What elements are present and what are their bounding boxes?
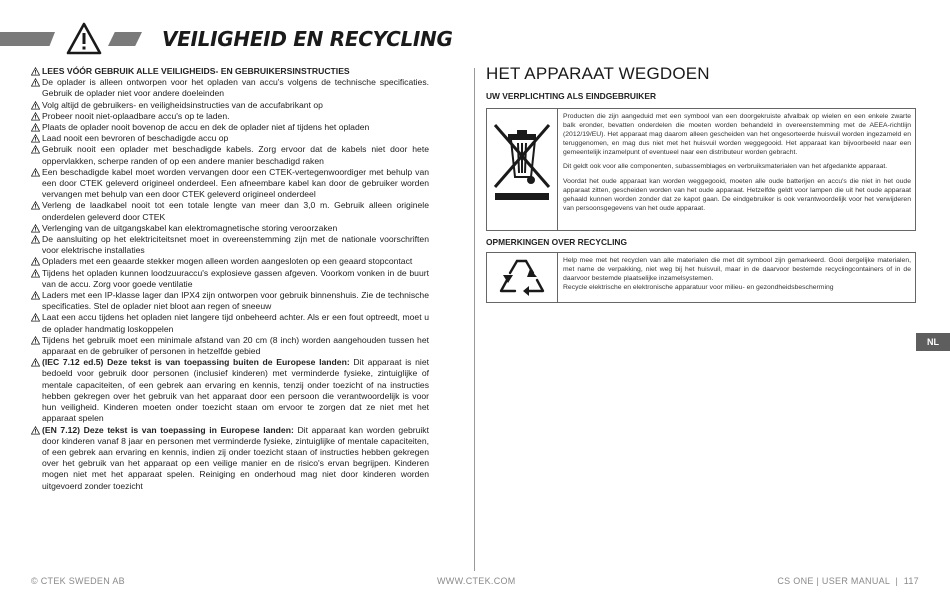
- language-tab: NL: [916, 333, 950, 351]
- warning-triangle-icon: [31, 313, 40, 322]
- header-bar-left: [0, 32, 55, 46]
- safety-item: [31, 357, 429, 424]
- warning-triangle-icon: [31, 224, 40, 233]
- header-bar-right: [108, 32, 142, 46]
- weee-symbol-cell: [487, 109, 558, 230]
- safety-item-text: Opladers met een geaarde stekker mogen alleen worden aangesloten op een geaard stopcontact: [42, 256, 413, 267]
- safety-item: [31, 100, 429, 111]
- footer-manual-page: CS ONE | USER MANUAL | 117: [777, 576, 919, 586]
- safety-item: [31, 111, 429, 122]
- safety-item-text: Verleng de laadkabel nooit tot een totale lengte van meer dan 3,0 m. Gebruik alleen originele onderdelen geleverd door CTEK: [42, 200, 429, 222]
- safety-item: [31, 290, 429, 312]
- page-title: VEILIGHEID EN RECYCLING: [162, 27, 453, 51]
- warning-triangle-icon: [31, 269, 40, 278]
- weee-paragraph-1: Producten die zijn aangeduid met een symbool van een doorgekruiste afvalbak op wielen en een enkele zwarte balk eronder, bevatten onderdelen die moeten worden behandeld in overeenstemming met de AEEA-richtlijn (2012/19/EU). Het apparaat mag daarom alleen gescheiden van het ongesorteerde huisvuil worden ingezameld en teruggenomen, en mag dus niet met het huisvuil worden weggegooid. Het apparaat kan bijvoorbeeld naar een gemeentelijk inzamelpunt of eventueel naar een distributeur worden gebracht.: [563, 113, 911, 157]
- end-user-obligation-heading: UW VERPLICHTING ALS EINDGEBRUIKER: [486, 91, 656, 101]
- safety-item: [31, 256, 429, 267]
- safety-item-text: Laat een accu tijdens het opladen niet langere tijd onbeheerd achter. Als er een fout optreedt, moet u de oplader handmatig loskoppelen: [42, 312, 429, 334]
- safety-item-text: Gebruik nooit een oplader met beschadigde kabels. Zorg ervoor dat de kabels niet door hete oppervlakken, scherpe randen of op een andere manier beschadigd raken: [42, 144, 429, 166]
- safety-item: [31, 144, 429, 166]
- safety-item: [31, 312, 429, 334]
- safety-item-bold: LEES VÓÓR GEBRUIK ALLE VEILIGHEIDS- EN GEBRUIKERSINSTRUCTIES: [42, 66, 350, 76]
- recycling-symbol-cell: [487, 253, 558, 302]
- safety-item: [31, 200, 429, 222]
- warning-triangle-icon: [31, 201, 40, 210]
- safety-item-text: De oplader is alleen ontworpen voor het opladen van accu's volgens de technische specificaties. Gebruik de oplader niet voor andere doeleinden: [42, 77, 429, 99]
- weee-paragraph-3: Voordat het oude apparaat kan worden weggegooid, moeten alle oude batterijen en accu's die niet in het oude apparaat zitten, gescheiden worden van het oude apparaat. Hetzelfde geldt voor lampen die uit het oude apparaat gehaald kunnen worden zonder dat ze kapot gaan. De eindgebruiker is ook verantwoordelijk voor het verwijderen van persoonsgegevens van het oude apparaat.: [563, 177, 911, 212]
- safety-item: [31, 223, 429, 234]
- warning-triangle-icon: [31, 426, 40, 435]
- safety-item-text: Dit apparaat is niet bedoeld voor gebruik door personen (inclusief kinderen) met verminderde fysieke, zintuiglijke of mentale capaciteiten, of een gebrek aan ervaring en kennis, tenzij onder toezicht of na instructies hebben gekregen over het gebruik van het apparaat door een persoon die verantwoordelijk is voor hun veiligheid. Kinderen moeten onder toezicht staan om ervoor te zorgen dat ze niet met het apparaat spelen: [42, 357, 429, 424]
- safety-item-text: Probeer nooit niet-oplaadbare accu's op te laden.: [42, 110, 230, 121]
- weee-box: [486, 108, 916, 231]
- warning-triangle-icon: [31, 112, 40, 121]
- safety-item-text: Volg altijd de gebruikers- en veiligheidsinstructies van de accufabrikant op: [42, 99, 323, 110]
- disposal-title: HET APPARAAT WEGDOEN: [486, 64, 710, 83]
- safety-item: [31, 234, 429, 256]
- warning-triangle-icon: [31, 168, 40, 177]
- safety-item: [31, 77, 429, 99]
- warning-triangle-icon: [31, 78, 40, 87]
- warning-triangle-icon: [31, 358, 40, 367]
- warning-triangle-icon: [31, 145, 40, 154]
- safety-item-text: Verlenging van de uitgangskabel kan elektromagnetische storing veroorzaken: [42, 222, 338, 233]
- footer-website: WWW.CTEK.COM: [437, 576, 516, 586]
- recycling-text: [563, 256, 911, 292]
- safety-item-text: Tijdens het gebruik moet een minimale afstand van 20 cm (8 inch) worden aangehouden tussen het apparaat en de gebruiker of personen in hetzelfde gebied: [42, 334, 429, 357]
- safety-item-text: Laders met een IP-klasse lager dan IPX4 zijn ontworpen voor gebruik binnenshuis. Zie de technische specificaties. Stel de oplader niet bloot aan regen of sneeuw: [42, 290, 429, 312]
- warning-triangle-icon: [31, 235, 40, 244]
- column-divider: [474, 68, 475, 571]
- safety-item: [31, 335, 429, 357]
- warning-triangle-icon: [31, 257, 40, 266]
- safety-instructions-list: [31, 66, 429, 492]
- safety-item: [31, 268, 429, 290]
- safety-item-bold: (EN 7.12) Deze tekst is van toepassing in Europese landen:: [42, 424, 294, 435]
- warning-triangle-icon: [31, 291, 40, 300]
- recycle-icon: [487, 253, 557, 302]
- weee-paragraph-2: Dit geldt ook voor alle componenten, subassemblages en verbruiksmaterialen van het afgedankte apparaat.: [563, 163, 888, 171]
- safety-item-text: Tijdens het opladen kunnen loodzuuraccu's explosieve gassen afgeven. Voorkom vonken in de buurt van de accu. Zorg voor goede ventilatie: [42, 267, 429, 289]
- safety-item: [31, 122, 429, 133]
- safety-item-text: De aansluiting op het elektriciteitsnet moet in overeenstemming zijn met de nationale voorschriften voor elektrische installaties: [42, 234, 429, 256]
- safety-item: [31, 425, 429, 492]
- safety-item-text: Plaats de oplader nooit bovenop de accu en dek de oplader niet af tijdens het opladen: [42, 122, 370, 133]
- warning-triangle-icon: [31, 336, 40, 345]
- safety-item-text: Een beschadigde kabel moet worden vervangen door een CTEK-vertegenwoordiger met behulp van een door CTEK geleverd origineel onderdeel. Een afneembare kabel kan door de gebruiker worden vervangen met behulp van een door CTEK geleverd origineel onderdeel: [42, 166, 429, 200]
- safety-item-bold: (IEC 7.12 ed.5) Deze tekst is van toepassing buiten de Europese landen:: [42, 357, 350, 368]
- safety-item-text: Laad nooit een bevroren of beschadigde accu op: [42, 133, 229, 144]
- warning-icon: [66, 22, 102, 56]
- safety-item: [31, 66, 429, 77]
- recycling-paragraph-2: Recycle elektrische en elektronische apparatuur voor milieu- en gezondheidsbescherming: [563, 284, 834, 292]
- safety-item-text: Dit apparaat kan worden gebruikt door kinderen vanaf 8 jaar en personen met verminderde fysieke, zintuiglijke of mentale capaciteiten, of een gebrek aan ervaring en kennis, indien zij onder toezicht staan of instructies hebben gekregen over het gebruik van het apparaat op een veilige manier en de risico's ervan begrijpen. Kinderen mogen niet met het apparaat spelen. Reiniging en onderhoud mag niet door kinderen worden uitgevoerd zonder toezicht: [42, 424, 429, 491]
- recycling-paragraph-1: Help mee met het recyclen van alle materialen die met dit symbool zijn gemarkeerd. Gooi dergelijke materialen, met name de verpakking, niet weg bij het huisvuil, maar in de daarvoor bestemde recyclingcontainers of in de daarvoor bestemde plaatselijke inzamelsystemen.: [563, 257, 911, 283]
- recycling-notes-heading: OPMERKINGEN OVER RECYCLING: [486, 237, 627, 247]
- footer-copyright: © CTEK SWEDEN AB: [31, 576, 125, 586]
- weee-text: [563, 112, 911, 213]
- safety-item: [31, 133, 429, 144]
- warning-triangle-icon: [31, 67, 40, 76]
- warning-triangle-icon: [31, 134, 40, 143]
- recycling-box: [486, 252, 916, 303]
- safety-item: [31, 167, 429, 201]
- crossed-bin-icon: [487, 109, 557, 230]
- warning-triangle-icon: [31, 123, 40, 132]
- warning-triangle-icon: [31, 101, 40, 110]
